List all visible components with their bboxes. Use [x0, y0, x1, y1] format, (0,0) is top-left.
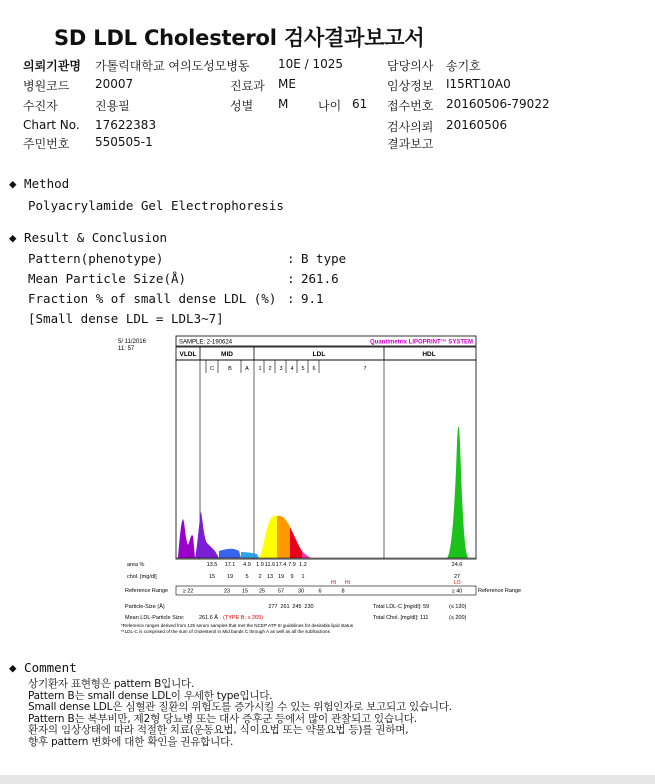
result-size-label: Mean Particle Size(Å): [28, 271, 187, 286]
band-label-b: B: [228, 366, 232, 372]
mean-ldl-value: 261.6 Å: [199, 615, 218, 621]
band-label-a: A: [245, 366, 249, 372]
total-chol: Total Chol. [mg/dl]: 111: [373, 615, 429, 621]
ref-value-9: ≥ 40: [451, 588, 463, 595]
header-chart-value: 17622383: [95, 118, 157, 132]
header-doctor-label: 담당의사: [387, 59, 434, 73]
band-label-3: 3: [279, 366, 283, 372]
band-label-4: 4: [290, 366, 294, 372]
header-report-label: 결과보고: [387, 137, 434, 151]
flag-hi-1: HI: [331, 580, 336, 586]
header-receipt-label: 접수번호: [387, 99, 434, 113]
area-value-3: 4.9: [243, 562, 251, 568]
comment-line-2: Pattern B는 small dense LDL이 우세한 type입니다.: [28, 689, 273, 702]
chol-value-11: 27: [453, 574, 461, 580]
area-value-6: 17.4: [275, 562, 287, 568]
method-text: Polyacrylamide Gel Electrophoresis: [28, 198, 284, 213]
result-size-value: 261.6: [301, 271, 339, 286]
band-label-1: 1: [258, 366, 262, 372]
particle-value-4: 230: [304, 604, 314, 610]
header-clinical-value: I15RT10A0: [446, 77, 511, 91]
total-ldl: Total LDL-C [mg/dl]: 59: [373, 604, 430, 610]
chol-value-7: 9: [290, 574, 294, 580]
figure-brand: Quantimetrix LIPOPRINT™ SYSTEM: [369, 339, 473, 346]
comment-heading: ◆ Comment: [9, 660, 77, 675]
result-pattern-value: B type: [301, 251, 347, 266]
particle-value-2: 261: [280, 604, 290, 610]
header-dept-label: 진료과: [230, 79, 265, 93]
chol-value-8: 1: [301, 574, 305, 580]
figure-sample: SAMPLE: 2-190624: [179, 339, 233, 346]
ref-range-label: Reference Range: [125, 588, 169, 594]
total-chol-ref: (≤ 200): [449, 615, 467, 621]
header-ward-value: 10E / 1025: [278, 57, 344, 71]
band-label-7: 7: [363, 366, 367, 372]
comment-line-5: 환자의 임상상태에 따라 적절한 치료(운동요법, 식이요법 또는 약물요법 등)를 권하며,: [28, 724, 409, 737]
header-request-value: 20160506: [446, 118, 508, 132]
ref-value-3: 15: [241, 588, 249, 595]
result-fraction-label: Fraction % of small dense LDL (%): [28, 291, 277, 306]
header-request-label: 검사의뢰: [387, 120, 434, 134]
ref-value-6: 30: [297, 588, 305, 595]
particle-size-label: Particle-Size (Å): [125, 604, 165, 610]
ref-value-2: 23: [223, 588, 231, 595]
chol-value-5: 13: [266, 574, 274, 580]
particle-value-1: 277: [268, 604, 278, 610]
row-chol-label: chol. [mg/dl]: [127, 574, 157, 580]
area-value-4: 1.9: [256, 562, 264, 568]
band-label-6: 6: [312, 366, 316, 372]
header-rrn-value: 550505-1: [95, 135, 153, 149]
area-value-5: 11.6: [264, 562, 276, 568]
footnote-1: *Reference ranges derived from 125 serum samples that met the NCEP ATP III guidelines for desirable lipid status: [121, 623, 354, 628]
area-value-1: 13.5: [206, 562, 218, 568]
header-dept-value: ME: [278, 77, 296, 91]
ref-value-4: 25: [258, 588, 266, 595]
band-label-2: 2: [268, 366, 272, 372]
result-fraction-value: 9.1: [301, 291, 324, 306]
page-footer-bar: [0, 775, 655, 784]
zone-mid: MID: [221, 351, 233, 358]
result-note: [Small dense LDL = LDL3~7]: [28, 311, 224, 326]
band-label-5: 5: [301, 366, 305, 372]
ref-value-5: 57: [277, 588, 285, 595]
header-age-label: 나이: [318, 99, 342, 113]
ref-value-8: 8: [341, 588, 345, 595]
header-hospital-value: 가톨릭대학교 여의도성모병동: [95, 59, 250, 73]
zone-ldl: LDL: [312, 351, 326, 358]
comment-body: [28, 679, 452, 749]
area-value-2: 17.1: [224, 562, 236, 568]
header-hospital-label: 의뢰기관명: [23, 59, 81, 73]
header-sex-value: M: [278, 97, 289, 111]
header-sex-label: 성별: [230, 99, 254, 113]
header-rrn-label: 주민번호: [23, 137, 70, 151]
chol-value-2: 19: [226, 574, 234, 580]
comment-line-4: Pattern B는 복부비만, 제2형 당뇨병 또는 대사 증후군 등에서 많이 관찰되고 있습니다.: [28, 712, 417, 725]
result-pattern-sep: :: [287, 251, 295, 266]
ref-range-label-right: Reference Range: [478, 588, 522, 594]
chol-value-1: 15: [208, 574, 216, 580]
figure-date: 5/ 11/2016: [118, 339, 146, 345]
row-area-label: area %: [127, 562, 145, 568]
footnote-2: **LDL-C is comprised of the sum of cholesterol in Mid bands C through A as well as all the subfractions: [121, 629, 330, 634]
result-heading: ◆ Result & Conclusion: [9, 230, 168, 245]
header-patient-label: 수진자: [23, 99, 58, 113]
header-chart-label: Chart No.: [23, 118, 80, 132]
flag-hi-2: HI: [345, 580, 350, 586]
header-doctor-value: 송기호: [446, 59, 481, 73]
chol-value-4: 2: [258, 574, 262, 580]
area-value-7: 7.9: [288, 562, 296, 568]
result-fraction-sep: :: [287, 291, 295, 306]
comment-line-6: 향후 pattern 변화에 대한 확인을 권유합니다.: [28, 735, 234, 748]
header-patient-value: 진용필: [95, 99, 130, 113]
mean-ldl-type: (TYPE B; ≤ 265): [223, 615, 264, 621]
result-size-sep: :: [287, 271, 295, 286]
chol-value-6: 19: [277, 574, 285, 580]
chol-value-3: 5: [245, 574, 249, 580]
zone-vldl: VLDL: [179, 351, 197, 358]
total-ldl-ref: (≤ 130): [449, 604, 467, 610]
comment-line-1: 상기환자 표현형은 pattern B입니다.: [28, 678, 195, 690]
particle-value-3: 245: [292, 604, 302, 610]
figure-time: 11: 57: [118, 346, 135, 352]
header-age-value: 61: [352, 97, 368, 111]
header-hospcode-value: 20007: [95, 77, 134, 91]
area-value-11: 24.6: [451, 562, 463, 568]
zone-hdl: HDL: [422, 351, 436, 358]
comment-line-3: Small dense LDL은 심혈관 질환의 위험도를 증가시킬 수 있는 위험인자로 보고되고 있습니다.: [28, 701, 452, 714]
flag-lo: LO: [454, 580, 461, 586]
ref-value-7: 6: [318, 588, 322, 595]
header-clinical-label: 임상정보: [387, 79, 434, 93]
report-title: SD LDL Cholesterol 검사결과보고서: [54, 26, 425, 50]
ref-value-1: ≥ 22: [182, 588, 194, 595]
result-pattern-label: Pattern(phenotype): [28, 251, 164, 266]
band-label-c: C: [210, 366, 214, 372]
area-value-8: 1.2: [299, 562, 307, 568]
method-heading: ◆ Method: [9, 176, 70, 191]
header-hospcode-label: 병원코드: [23, 79, 70, 93]
mean-ldl-label: Mean LDL-Particle Size:: [125, 615, 185, 621]
lipoprint-figure: [115, 333, 522, 638]
header-receipt-value: 20160506-79022: [446, 97, 550, 111]
